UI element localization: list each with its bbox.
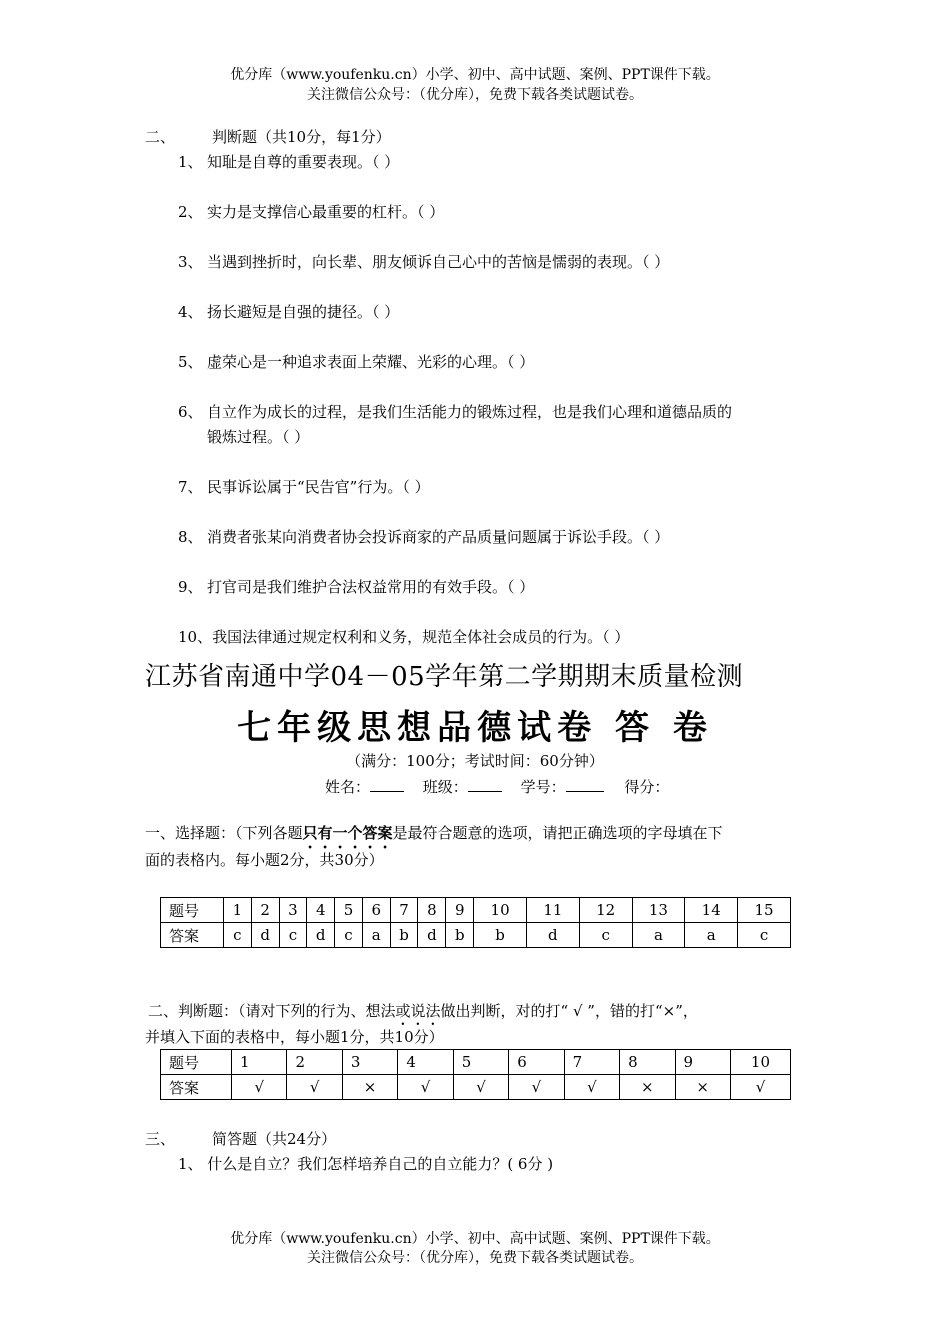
choice-instr-prefix: 一、选择题：（下列各题	[145, 824, 303, 842]
question-text: 打官司是我们维护合法权益常用的有效手段。（ ）	[207, 578, 535, 596]
answer-cell: a	[685, 923, 738, 948]
question-number-cell: 8	[620, 1050, 675, 1075]
answer-cell: d	[418, 923, 446, 948]
answer-cell: d	[526, 923, 579, 948]
section-title: 判断题（共10分，每1分）	[212, 128, 391, 146]
question-number-cell: 5	[335, 898, 363, 923]
student-id-field[interactable]	[566, 777, 604, 792]
choice-instr-emphasis: 只有一个答案	[302, 824, 393, 842]
question-number-cell: 5	[453, 1050, 508, 1075]
question-number: 8、	[178, 528, 203, 546]
answer-cell: √	[730, 1075, 790, 1100]
judgment-instr-suffix: 做出判断，对的打“ √ ”，错的打“×”，	[440, 1002, 698, 1020]
answer-cell: b	[446, 923, 474, 948]
judgment-instructions	[148, 1000, 698, 1029]
answer-cell: c	[738, 923, 791, 948]
question-number: 7、	[178, 478, 203, 496]
judgment-instr-prefix: 二、判断题：（请对下列的行为、想法	[148, 1002, 396, 1020]
answer-cell: c	[279, 923, 307, 948]
question-number: 9、	[178, 578, 203, 596]
answer-cell: ×	[675, 1075, 730, 1100]
question-text: 当遇到挫折时，向长辈、朋友倾诉自己心中的苦恼是懦弱的表现。（ ）	[207, 253, 670, 271]
name-label: 姓名：	[325, 778, 371, 796]
row-label: 题号	[161, 898, 224, 923]
question-number-cell: 3	[279, 898, 307, 923]
answer-cell: √	[564, 1075, 619, 1100]
question-text: 民事诉讼属于“民告官”行为。（ ）	[207, 478, 430, 496]
question-number-cell: 1	[232, 1050, 287, 1075]
student-id-label: 学号：	[520, 778, 566, 796]
question-text-continued: 锻炼过程。（ ）	[207, 428, 310, 446]
question-number-cell: 9	[675, 1050, 730, 1075]
answer-cell: c	[335, 923, 363, 948]
short-answer-number: 三、	[145, 1130, 176, 1148]
question-text: 10、我国法律通过规定权利和义务，规范全体社会成员的行为。（ ）	[178, 628, 630, 646]
question-number-cell: 3	[342, 1050, 397, 1075]
question-text: 虚荣心是一种追求表面上荣耀、光彩的心理。（ ）	[207, 353, 535, 371]
answer-cell: d	[251, 923, 279, 948]
answer-cell: √	[453, 1075, 508, 1100]
question-number-cell: 6	[362, 898, 390, 923]
answer-cell: ×	[620, 1075, 675, 1100]
judgment-instructions-line2: 并填入下面的表格中，每小题1分，共10分）	[145, 1028, 444, 1046]
question-number-cell: 4	[307, 898, 335, 923]
answer-cell: a	[362, 923, 390, 948]
table-row	[161, 923, 791, 948]
question-number-cell: 10	[474, 898, 527, 923]
answer-cell: ×	[342, 1075, 397, 1100]
answer-cell: b	[390, 923, 418, 948]
table-row	[161, 1075, 791, 1100]
row-label: 答案	[161, 923, 224, 948]
question-number-cell: 4	[398, 1050, 453, 1075]
question-number-cell: 8	[418, 898, 446, 923]
choice-answer-table	[160, 897, 791, 948]
question-number-cell: 15	[738, 898, 791, 923]
choice-instructions	[145, 822, 723, 852]
judgment-instr-emphasis: 或说法	[395, 1002, 441, 1020]
exam-meta: （满分：100分；考试时间：60分钟）	[346, 752, 604, 770]
question-number: 5、	[178, 353, 203, 371]
class-field[interactable]	[468, 777, 502, 792]
footer-line-1: 优分库（www.youfenku.cn）小学、初中、高中试题、案例、PPT课件下载。	[230, 1231, 720, 1247]
answer-cell: b	[474, 923, 527, 948]
question-text: 自立作为成长的过程，是我们生活能力的锻炼过程，也是我们心理和道德品质的	[207, 403, 733, 421]
exam-title: 江苏省南通中学04－05学年第二学期期末质量检测	[145, 662, 744, 692]
question-number-cell: 2	[251, 898, 279, 923]
name-field[interactable]	[370, 777, 404, 792]
answer-cell: c	[224, 923, 252, 948]
table-row	[161, 1050, 791, 1075]
question-number: 2、	[178, 203, 203, 221]
question-number: 3、	[178, 253, 203, 271]
question-text: 消费者张某向消费者协会投诉商家的产品质量问题属于诉讼手段。（ ）	[207, 528, 670, 546]
short-answer-title: 简答题（共24分）	[212, 1130, 337, 1148]
question-text: 扬长避短是自强的捷径。（ ）	[207, 303, 400, 321]
row-label: 答案	[161, 1075, 232, 1100]
answer-cell: √	[232, 1075, 287, 1100]
question-number-cell: 7	[564, 1050, 619, 1075]
question-number-cell: 14	[685, 898, 738, 923]
question-text: 知耻是自尊的重要表现。（ ）	[207, 153, 400, 171]
question-number-cell: 7	[390, 898, 418, 923]
question-number: 6、	[178, 403, 203, 421]
question-text: 实力是支撑信心最重要的杠杆。（ ）	[207, 203, 445, 221]
question-number: 4、	[178, 303, 203, 321]
score-label: 得分：	[624, 778, 670, 796]
footer-line-2: 关注微信公众号：（优分库），免费下载各类试题试卷。	[307, 1250, 643, 1266]
question-number-cell: 13	[632, 898, 685, 923]
question-number-cell: 6	[509, 1050, 564, 1075]
question-number-cell: 10	[730, 1050, 790, 1075]
short-answer-question: 1、 什么是自立？我们怎样培养自己的自立能力？( 6分 )	[178, 1155, 554, 1173]
question-number-cell: 9	[446, 898, 474, 923]
header-line-2: 关注微信公众号：（优分库），免费下载各类试题试卷。	[307, 87, 643, 103]
section-number: 二、	[145, 128, 176, 146]
answer-cell: d	[307, 923, 335, 948]
choice-instructions-line2: 面的表格内。每小题2分，共30分）	[145, 851, 384, 869]
question-number-cell: 11	[526, 898, 579, 923]
answer-sheet-title: 七年级思想品德试卷 答 卷	[237, 708, 713, 748]
class-label: 班级：	[422, 778, 468, 796]
choice-instr-suffix: 是最符合题意的选项，请把正确选项的字母填在下	[392, 824, 723, 842]
judgment-answer-table	[160, 1049, 791, 1100]
answer-cell: √	[398, 1075, 453, 1100]
answer-cell: √	[509, 1075, 564, 1100]
student-info-row	[325, 776, 669, 797]
question-number-cell: 2	[287, 1050, 342, 1075]
question-number: 1、	[178, 153, 203, 171]
answer-cell: √	[287, 1075, 342, 1100]
header-line-1: 优分库（www.youfenku.cn）小学、初中、高中试题、案例、PPT课件下载。	[230, 67, 720, 83]
question-number-cell: 1	[224, 898, 252, 923]
row-label: 题号	[161, 1050, 232, 1075]
answer-cell: a	[632, 923, 685, 948]
question-number-cell: 12	[579, 898, 632, 923]
answer-cell: c	[579, 923, 632, 948]
table-row	[161, 898, 791, 923]
